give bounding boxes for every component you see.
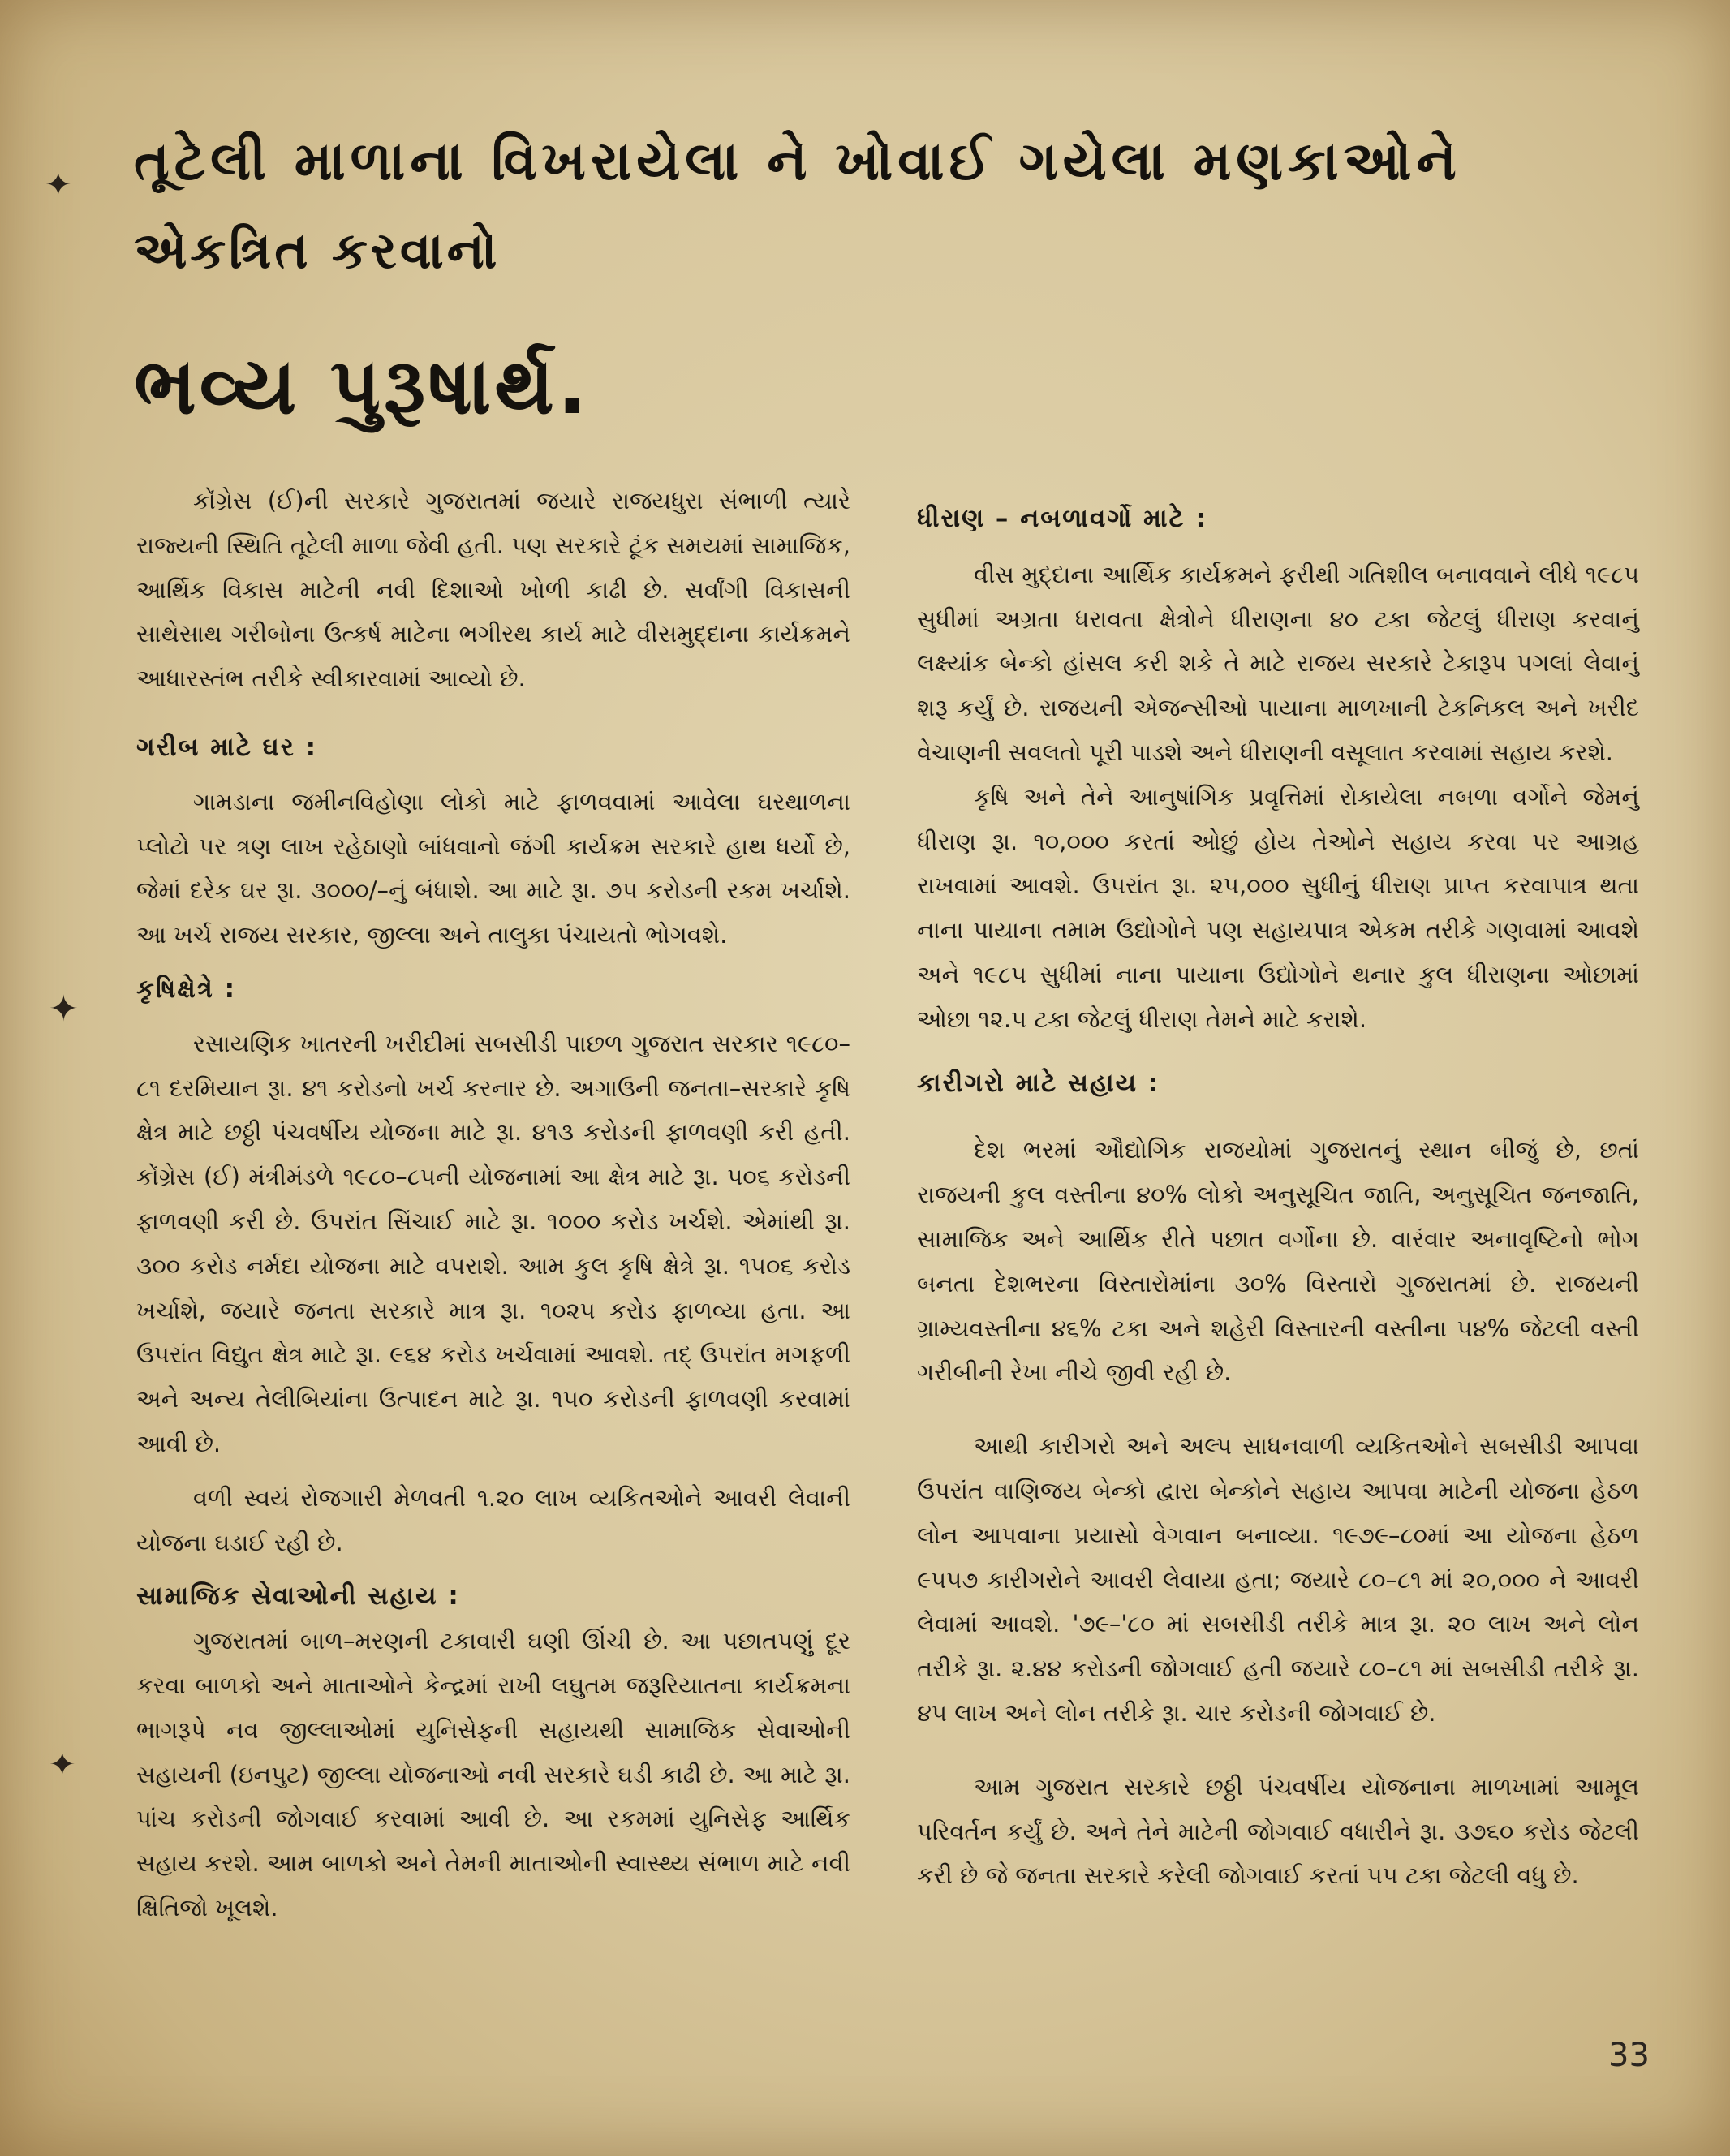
left-column — [136, 479, 850, 1930]
artisans-paragraph-1: દેશ ભરમાં ઔદ્યોગિક રાજયોમાં ગુજરાતનું સ્થાન બીજું છે, છતાં રાજયની કુલ વસ્તીના ૪૦% લોકો અનુસૂચિત જાતિ, અનુસૂચિત જનજાતિ, સામાજિક અને આર્થિક રીતે પછાત વર્ગોના છે. વારંવાર અનાવૃષ્ટિનો ભોગ બનતા દેશભરના વિસ્તારોમાંના ૩૦% વિસ્તારો ગુજરાતમાં છે. રાજયની ગ્રામ્યવસ્તીના ૪૬% ટકા અને શહેરી વિસ્તારની વસ્તીના ૫૪% જેટલી વસ્તી ગરીબીની રેખા નીચે જીવી રહી છે. — [917, 1136, 1639, 1387]
artisans-paragraph-2: આથી કારીગરો અને અલ્પ સાધનવાળી વ્યકિતઓને સબસીડી આપવા ઉપરાંત વાણિજય બેન્કો દ્વારા બેન્કોને સહાય આપવા માટેની યોજના હેઠળ લોન આપવાના પ્રયાસો વેગવાન બનાવ્યા. ૧૯૭૯–૮૦માં આ યોજના હેઠળ ૯૫૫૭ કારીગરોને આવરી લેવાયા હતા; જયારે ૮૦–૮૧ માં ૨૦,૦૦૦ ને આવરી લેવામાં આવશે. '૭૯–'૮૦ માં સબસીડી તરીકે માત્ર રૂા. ૨૦ લાખ અને લોન તરીકે રૂા. ૨.૪૪ કરોડની જોગવાઈ હતી જયારે ૮૦–૮૧ માં સબસીડી તરીકે રૂા. ૪૫ લાખ અને લોન તરીકે રૂા. ચાર કરોડની જોગવાઈ છે. — [917, 1432, 1639, 1727]
housing-paragraph: ગામડાના જમીનવિહોણા લોકો માટે ફાળવવામાં આવેલા ઘરથાળના પ્લોટો પર ત્રણ લાખ રહેઠાણો બાંધવાનો જંગી કાર્યક્રમ સરકારે હાથ ધર્યો છે, જેમાં દરેક ઘર રૂા. ૩૦૦૦/–નું બંધાશે. આ માટે રૂા. ૭૫ કરોડની રકમ ખર્ચાશે. આ ખર્ચ રાજય સરકાર, જીલ્લા અને તાલુકા પંચાયતો ભોગવશે. — [136, 787, 850, 949]
right-column — [917, 497, 1639, 1898]
credit-paragraph-2: કૃષિ અને તેને આનુષાંગિક પ્રવૃત્તિમાં રોકાયેલા નબળા વર્ગોને જેમનું ધીરાણ રૂા. ૧૦,૦૦૦ કરતાં ઓછું હોય તેઓને સહાય કરવા પર આગ્રહ રાખવામાં આવશે. ઉપરાંત રૂા. ૨૫,૦૦૦ સુધીનું ધીરાણ પ્રાપ્ત કરવાપાત્ર થતા નાના પાયાના તમામ ઉદ્યોગોને પણ સહાયપાત્ર એકમ તરીકે ગણવામાં આવશે અને ૧૯૮૫ સુધીમાં નાના પાયાના ઉદ્યોગોને થનાર કુલ ધીરાણના ઓછામાં ઓછા ૧૨.૫ ટકા જેટલું ધીરાણ તેમને માટે કરાશે. — [917, 782, 1639, 1033]
headline-line-1: તૂટેલી માળાના વિખરાયેલા ને ખોવાઈ ગયેલા મણકાઓને — [134, 130, 1461, 192]
intro-paragraph: કોંગ્રેસ (ઈ)ની સરકારે ગુજરાતમાં જયારે રાજયધુરા સંભાળી ત્યારે રાજ્યની સ્થિતિ તૂટેલી માળા જેવી હતી. પણ સરકારે ટૂંક સમયમાં સામાજિક, આર્થિક વિકાસ માટેની નવી દિશાઓ ખોળી કાઢી છે. સર્વાંગી વિકાસની સાથેસાથ ગરીબોના ઉત્કર્ષ માટેના ભગીરથ કાર્ય માટે વીસમુદ્દાના કાર્યક્રમને આધારસ્તંભ તરીકે સ્વીકારવામાં આવ્યો છે. — [136, 487, 850, 693]
page-blemish-mark: ✦ — [49, 988, 79, 1030]
conclusion-paragraph: આમ ગુજરાત સરકારે છઠ્ઠી પંચવર્ષીય યોજનાના માળખામાં આમૂલ પરિવર્તન કર્યું છે. અને તેને માટેની જોગવાઈ વધારીને રૂા. ૩૭૬૦ કરોડ જેટલી કરી છે જે જનતા સરકારે કરેલી જોગવાઈ કરતાં ૫૫ ટકા જેટલી વધુ છે. — [917, 1772, 1639, 1890]
social-services-paragraph: ગુજરાતમાં બાળ–મરણની ટકાવારી ઘણી ઊંચી છે. આ પછાતપણું દૂર કરવા બાળકો અને માતાઓને કેન્દ્રમાં રાખી લઘુતમ જરૂરિયાતના કાર્યક્રમના ભાગરૂપે નવ જીલ્લાઓમાં યુનિસેફની સહાયથી સામાજિક સેવાઓની સહાયની (ઇનપુટ) જીલ્લા યોજનાઓ નવી સરકારે ઘડી કાઢી છે. આ માટે રૂા. પાંચ કરોડની જોગવાઈ કરવામાં આવી છે. આ રકમમાં યુનિસેફ આર્થિક સહાય કરશે. આમ બાળકો અને તેમની માતાઓની સ્વાસ્થ્ય સંભાળ માટે નવી ક્ષિતિજો ખૂલશે. — [136, 1627, 850, 1921]
section-heading-social-services: સામાજિક સેવાઓની સહાય : — [136, 1581, 460, 1612]
self-employment-paragraph: વળી સ્વયં રોજગારી મેળવતી ૧.૨૦ લાખ વ્યકિતઓને આવરી લેવાની યોજના ઘડાઈ રહી છે. — [136, 1483, 850, 1556]
section-heading-housing: ગરીબ માટે ઘર : — [136, 732, 317, 762]
page-number: 33 — [1608, 2037, 1650, 2074]
headline-main: ભવ્ય પુરૂષાર્થ. — [134, 341, 591, 432]
credit-paragraph-1: વીસ મુદ્દાના આર્થિક કાર્યક્રમને ફરીથી ગતિશીલ બનાવવાને લીધે ૧૯૮૫ સુધીમાં અગ્રતા ધરાવતા ક્ષેત્રોને ધીરાણના ૪૦ ટકા જેટલું ધીરાણ કરવાનું લક્ષ્યાંક બેન્કો હાંસલ કરી શકે તે માટે રાજય સરકારે ટેકારૂપ પગલાં લેવાનું શરૂ કર્યું છે. રાજયની એજન્સીઓ પાયાના માળખાની ટેકનિકલ અને ખરીદ વેચાણની સવલતો પૂરી પાડશે અને ધીરાણની વસૂલાત કરવામાં સહાય કરશે. — [917, 560, 1639, 766]
section-heading-artisans: કારીગરો માટે સહાય : — [917, 1068, 1160, 1098]
page-blemish-mark: ✦ — [45, 166, 72, 204]
agriculture-paragraph: રસાયણિક ખાતરની ખરીદીમાં સબસીડી પાછળ ગુજરાત સરકાર ૧૯૮૦–૮૧ દરમિયાન રૂા. ૪૧ કરોડનો ખર્ચ કરનાર છે. અગાઉની જનતા–સરકારે કૃષિ ક્ષેત્ર માટે છઠ્ઠી પંચવર્ષીય યોજના માટે રૂા. ૪૧૩ કરોડની ફાળવણી કરી હતી. કોંગ્રેસ (ઈ) મંત્રીમંડળે ૧૯૮૦–૮૫ની યોજનામાં આ ક્ષેત્ર માટે રૂા. ૫૦૬ કરોડની ફાળવણી કરી છે. ઉપરાંત સિંચાઈ માટે રૂા. ૧૦૦૦ કરોડ ખર્ચશે. એમાંથી રૂા. ૩૦૦ કરોડ નર્મદા યોજના માટે વપરાશે. આમ કુલ કૃષિ ક્ષેત્રે રૂા. ૧૫૦૬ કરોડ ખર્ચાશે, જયારે જનતા સરકારે માત્ર રૂા. ૧૦૨૫ કરોડ ફાળવ્યા હતા. આ ઉપરાંત વિદ્યુત ક્ષેત્ર માટે રૂા. ૯૬૪ કરોડ ખર્ચવામાં આવશે. તદ્ ઉપરાંત મગફળી અને અન્ય તેલીબિયાંના ઉત્પાદન માટે રૂા. ૧૫૦ કરોડની ફાળવણી કરવામાં આવી છે. — [136, 1029, 850, 1457]
headline-line-2: એકત્રિત કરવાનો — [134, 221, 501, 280]
page-blemish-mark: ✦ — [49, 1746, 76, 1784]
section-heading-credit: ધીરાણ – નબળાવર્ગો માટે : — [917, 504, 1207, 533]
section-heading-agriculture: કૃષિક્ષેત્રે : — [136, 974, 236, 1004]
